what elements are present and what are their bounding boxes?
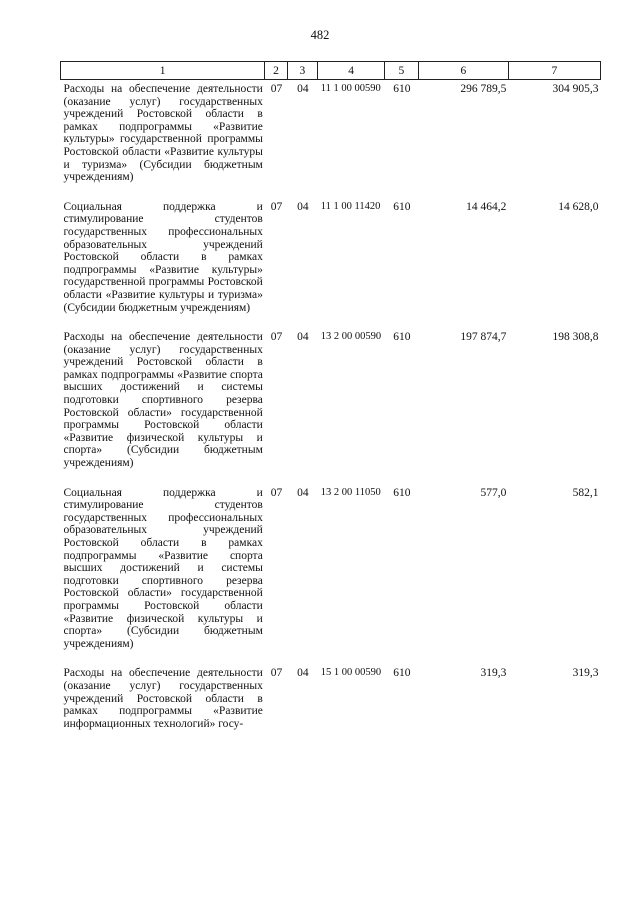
row-target-code: 15 1 00 00590 <box>320 667 382 679</box>
row-section: 07 <box>270 331 283 344</box>
row-amount-1: 296 789,5 <box>460 83 507 95</box>
table-row <box>61 484 601 665</box>
row-subsection: 04 <box>297 667 309 680</box>
row-expense-type: 610 <box>393 667 411 680</box>
row-amount-2: 198 308,8 <box>552 331 599 344</box>
budget-table <box>60 61 601 744</box>
row-amount-2: 319,3 <box>572 667 599 680</box>
row-amount-2: 582,1 <box>572 486 599 499</box>
row-description: Социальная поддержка и стимулирование студентов государственных профессиональных образовательных учреждений Ростовской области в рамках подпрограммы «Развитие спорта высших достижений и системы подготовки спортивного резерва Ростовской области» государственной программы Ростовской области «Развитие физической культуры и спорта» (Субсидии бюджетным учреждениям) <box>63 486 263 650</box>
table-row <box>61 664 601 744</box>
page-number: 482 <box>310 28 330 42</box>
col-header-expense-type: 5 <box>384 62 418 80</box>
row-target-code: 11 1 00 00590 <box>320 83 381 94</box>
row-subsection: 04 <box>297 486 309 499</box>
row-amount-2: 14 628,0 <box>558 200 599 213</box>
row-amount-1: 319,3 <box>480 667 507 680</box>
col-header-description: 1 <box>61 62 265 80</box>
row-amount-1: 197 874,7 <box>460 331 507 344</box>
row-expense-type: 610 <box>393 83 411 95</box>
row-target-code: 13 2 00 00590 <box>320 331 382 343</box>
col-header-amount-2: 7 <box>508 62 600 80</box>
col-header-section: 2 <box>265 62 287 80</box>
table-row <box>61 80 601 198</box>
row-subsection: 04 <box>297 331 309 344</box>
row-expense-type: 610 <box>393 486 411 499</box>
row-amount-1: 14 464,2 <box>466 200 507 213</box>
row-description: Расходы на обеспечение деятельности (оказание услуг) государственных учреждений Ростовской области в рамках подпрограммы «Развитие информационных технологий» госу- <box>63 667 263 730</box>
col-header-target-code: 4 <box>318 62 385 80</box>
row-expense-type: 610 <box>393 200 411 213</box>
row-subsection: 04 <box>297 83 309 95</box>
row-amount-2: 304 905,3 <box>552 83 599 95</box>
col-header-subsection: 3 <box>287 62 318 80</box>
row-amount-1: 577,0 <box>480 486 507 499</box>
row-subsection: 04 <box>297 200 309 213</box>
row-target-code: 11 1 00 11420 <box>320 200 381 212</box>
row-section: 07 <box>270 200 283 213</box>
header-row <box>61 62 601 80</box>
row-expense-type: 610 <box>393 331 411 344</box>
table-row <box>61 198 601 328</box>
row-section: 07 <box>270 667 283 680</box>
row-description: Социальная поддержка и стимулирование студентов государственных профессиональных образовательных учреждений Ростовской области в рамках подпрограммы «Развитие культуры» государственной программы Ростовской области «Развитие культуры и туризма» (Субсидии бюджетным учреждениям) <box>63 200 263 314</box>
row-target-code: 13 2 00 11050 <box>320 486 381 498</box>
row-section: 07 <box>270 83 283 95</box>
row-section: 07 <box>270 486 283 499</box>
col-header-amount-1: 6 <box>418 62 508 80</box>
row-description: Расходы на обеспечение деятельности (оказание услуг) государственных учреждений Ростовской области в рамках подпрограммы «Развитие культуры» государственной программы Ростовской области «Развитие культуры и туризма» (Субсидии бюджетным учреждениям) <box>63 83 263 184</box>
table-row <box>61 328 601 484</box>
row-description: Расходы на обеспечение деятельности (оказание услуг) государственных учреждений Ростовской области в рамках подпрограммы «Развитие спорта высших достижений и системы подготовки спортивного резерва Ростовской области» государственной программы Ростовской области «Развитие физической культуры и спорта» (Субсидии бюджетным учреждениям) <box>63 331 263 470</box>
